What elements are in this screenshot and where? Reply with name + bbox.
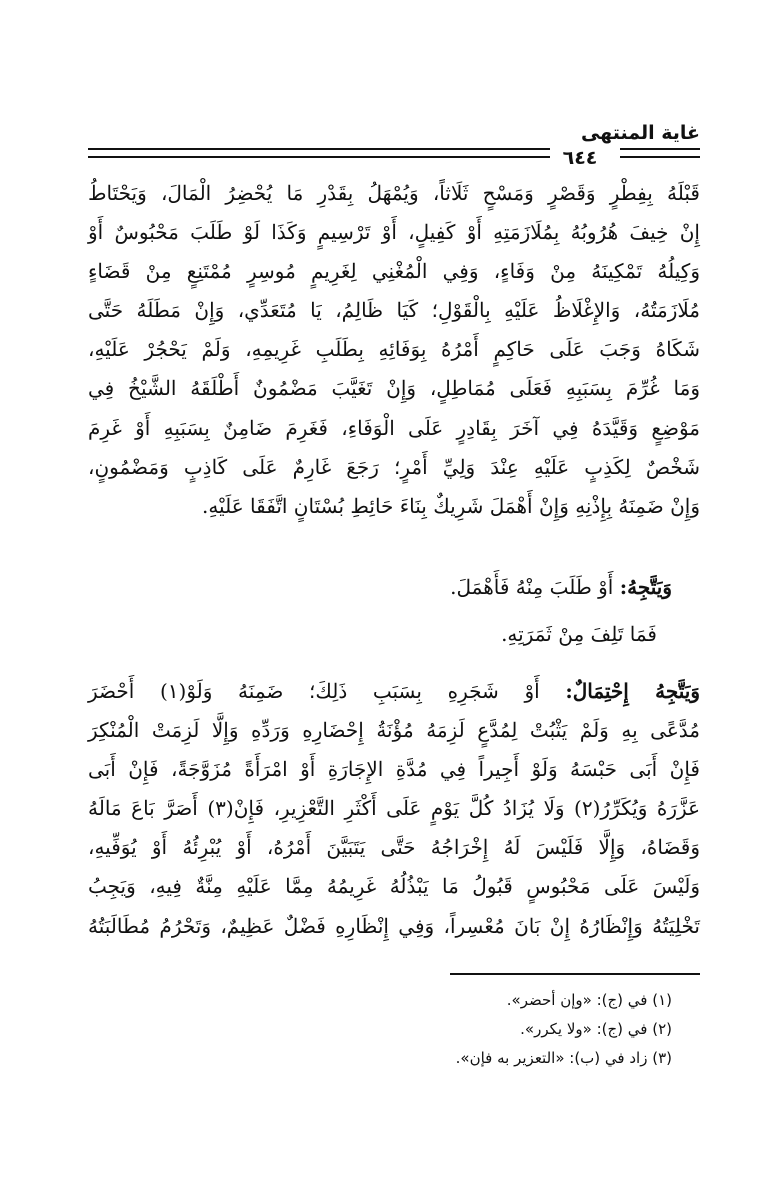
header-rule-top-left (88, 148, 550, 150)
paragraph-1-line: إِنْ خِيفَ هُرُوبُهُ بِمُلَازَمَتِهِ أَوْ كَفِيلٍ، أَوْ تَرْسِيمٍ وَكَذَا لَوْ طَلَبَ مَحْبُوسٌ أَوْ (88, 220, 700, 245)
paragraph-1-line: مُلَازَمَتُهُ، وَالإِغْلَاظُ عَلَيْهِ بِالْقَوْلِ؛ كَيَا ظَالِمُ، يَا مُتَعَدِّي، وَإِنْ مَطَلَهُ حَتَّى (88, 298, 700, 323)
paragraph-2-line: عَزَّرَهُ وَيُكَرِّرُ(٢) وَلَا يُزَادُ كُلَّ يَوْمٍ عَلَى أَكْثَرِ التَّعْزِيرِ، فَإِنْ(٣) أَصَرَّ بَاعَ مَالَهُ (88, 796, 701, 821)
paragraph-1-line: قَبْلَهُ بِفِطْرٍ وَقَصْرٍ وَمَسْحٍ ثَلَاثاً، وَيُمْهَلُ بِقَدْرِ مَا يُحْضِرُ الْمَالَ، وَيَحْتَاطُ (88, 181, 700, 205)
ihtimal-text: أَوْ شَجَرِهِ بِسَبَبِ ذَلِكَ؛ ضَمِنَهُ وَلَوْ(١) أَحْضَرَ (88, 679, 540, 703)
paragraph-2-line: تَخْلِيَتُهُ وَإِنْظَارُهُ إِنْ بَانَ مُعْسِراً، وَفِي إِنْظَارِهِ فَضْلٌ عَظِيمٌ، وَتَحْرُمُ مُطَالَبَتُهُ (88, 913, 700, 938)
running-header-title: غاية المنتهى (580, 122, 700, 144)
footnote-3: (٣) زاد في (ب): «التعزير به فإن». (455, 1049, 672, 1067)
yattajih-line-a (450, 575, 672, 599)
yattajih-label: وَيَتَّجِهُ: (619, 575, 672, 599)
header-rule-bottom-left (88, 156, 550, 158)
paragraph-1-line: شَخْصٌ لِكَذِبٍ عَلَيْهِ عِنْدَ وَلِيِّ أَمْرٍ؛ رَجَعَ غَارِمٌ عَلَى كَاذِبٍ وَمَضْمُونٍ، (88, 454, 700, 479)
paragraph-2-line: فَإِنْ أَبَى حَبْسَهُ وَلَوْ أَجِيراً فِي مُدَّةِ الإِجَارَةِ أَوْ امْرَأَةً مُزَوَّجَةً، فَإِنْ أَبَى (88, 757, 700, 782)
paragraph-1-line: مَوْضِعٍ وَقَيَّدَهُ فِي آخَرَ بِقَادِرٍ عَلَى الْوَفَاءِ، فَغَرِمَ ضَامِنٌ بِسَبَبِهِ أَوْ غَرِمَ (88, 415, 700, 440)
header-rule-bottom-right (620, 156, 700, 158)
paragraph-2 (88, 672, 700, 946)
paragraph-1-line: وَمَا غُرِّمَ بِسَبَبِهِ فَعَلَى مُمَاطِلٍ، وَإِنْ تَغَيَّبَ مَضْمُونٌ أَطْلَقَهُ الشَّيْخُ فِي (88, 376, 700, 401)
paragraph-1-line: شَكَاهُ وَجَبَ عَلَى حَاكِمٍ أَمْرُهُ بِوَفَائِهِ بِطَلَبِ غَرِيمِهِ، وَلَمْ يَحْجُرْ عَلَيْهِ، (88, 337, 700, 362)
paragraph-2-line: وَلَيْسَ عَلَى مَحْبُوسٍ قَبُولُ مَا يَبْذُلُهُ غَرِيمُهُ مِمَّا عَلَيْهِ مِنَّةٌ فِيهِ، وَيَجِبُ (88, 874, 700, 899)
paragraph-2-line: مُدَّعًى بِهِ وَلَمْ يَثْبُتْ لِمُدَّعٍ لَزِمَهُ مُؤْنَةُ إِحْضَارِهِ وَرَدِّهِ وَإِلَّا لَزِمَتْ الْمُنْكِرَ (88, 718, 700, 743)
paragraph-1-line: وَإِنْ ضَمِنَهُ بِإِذْنِهِ وَإِنْ أَهْمَلَ شَرِيكٌ بِنَاءَ حَائِطِ بُسْتَانٍ اتَّفَقَا عَلَيْهِ. (201, 493, 700, 518)
footnote-2: (٢) في (ج): «ولا يكرر». (520, 1020, 672, 1038)
yattajih-text: أَوْ طَلَبَ مِنْهُ فَأَهْمَلَ. (450, 575, 614, 599)
page-number: ٦٤٤ (562, 147, 598, 169)
header-rule-top-right (620, 148, 700, 150)
paragraph-2-line: وَقَضَاهُ، وَإِلَّا فَلَيْسَ لَهُ إِخْرَاجُهُ حَتَّى يَتَبَيَّنَ أَمْرُهُ، أَوْ يُبْرِئُهُ أَوْ يُوَفِّيهِ، (88, 835, 700, 860)
ihtimal-label: وَيَتَّجِهُ إِحْتِمَالٌ: (565, 679, 701, 703)
footnote-separator (450, 973, 700, 975)
footnote-1: (١) في (ج): «وإن أحضر». (506, 991, 672, 1009)
paragraph-2-first-line (88, 672, 700, 711)
footnotes (456, 986, 672, 1073)
paragraph-1-line: وَكِيلُهُ تَمْكِينَهُ مِنْ وَفَاءٍ، وَفِي الْمُغْنِي لِغَرِيمٍ مُوسِرٍ مُمْتَنِعٍ مِنْ قَضَاءٍ (88, 259, 700, 284)
line-b: فَمَا تَلِفَ مِنْ ثَمَرَتِهِ. (501, 622, 657, 646)
paragraph-1 (88, 174, 700, 526)
